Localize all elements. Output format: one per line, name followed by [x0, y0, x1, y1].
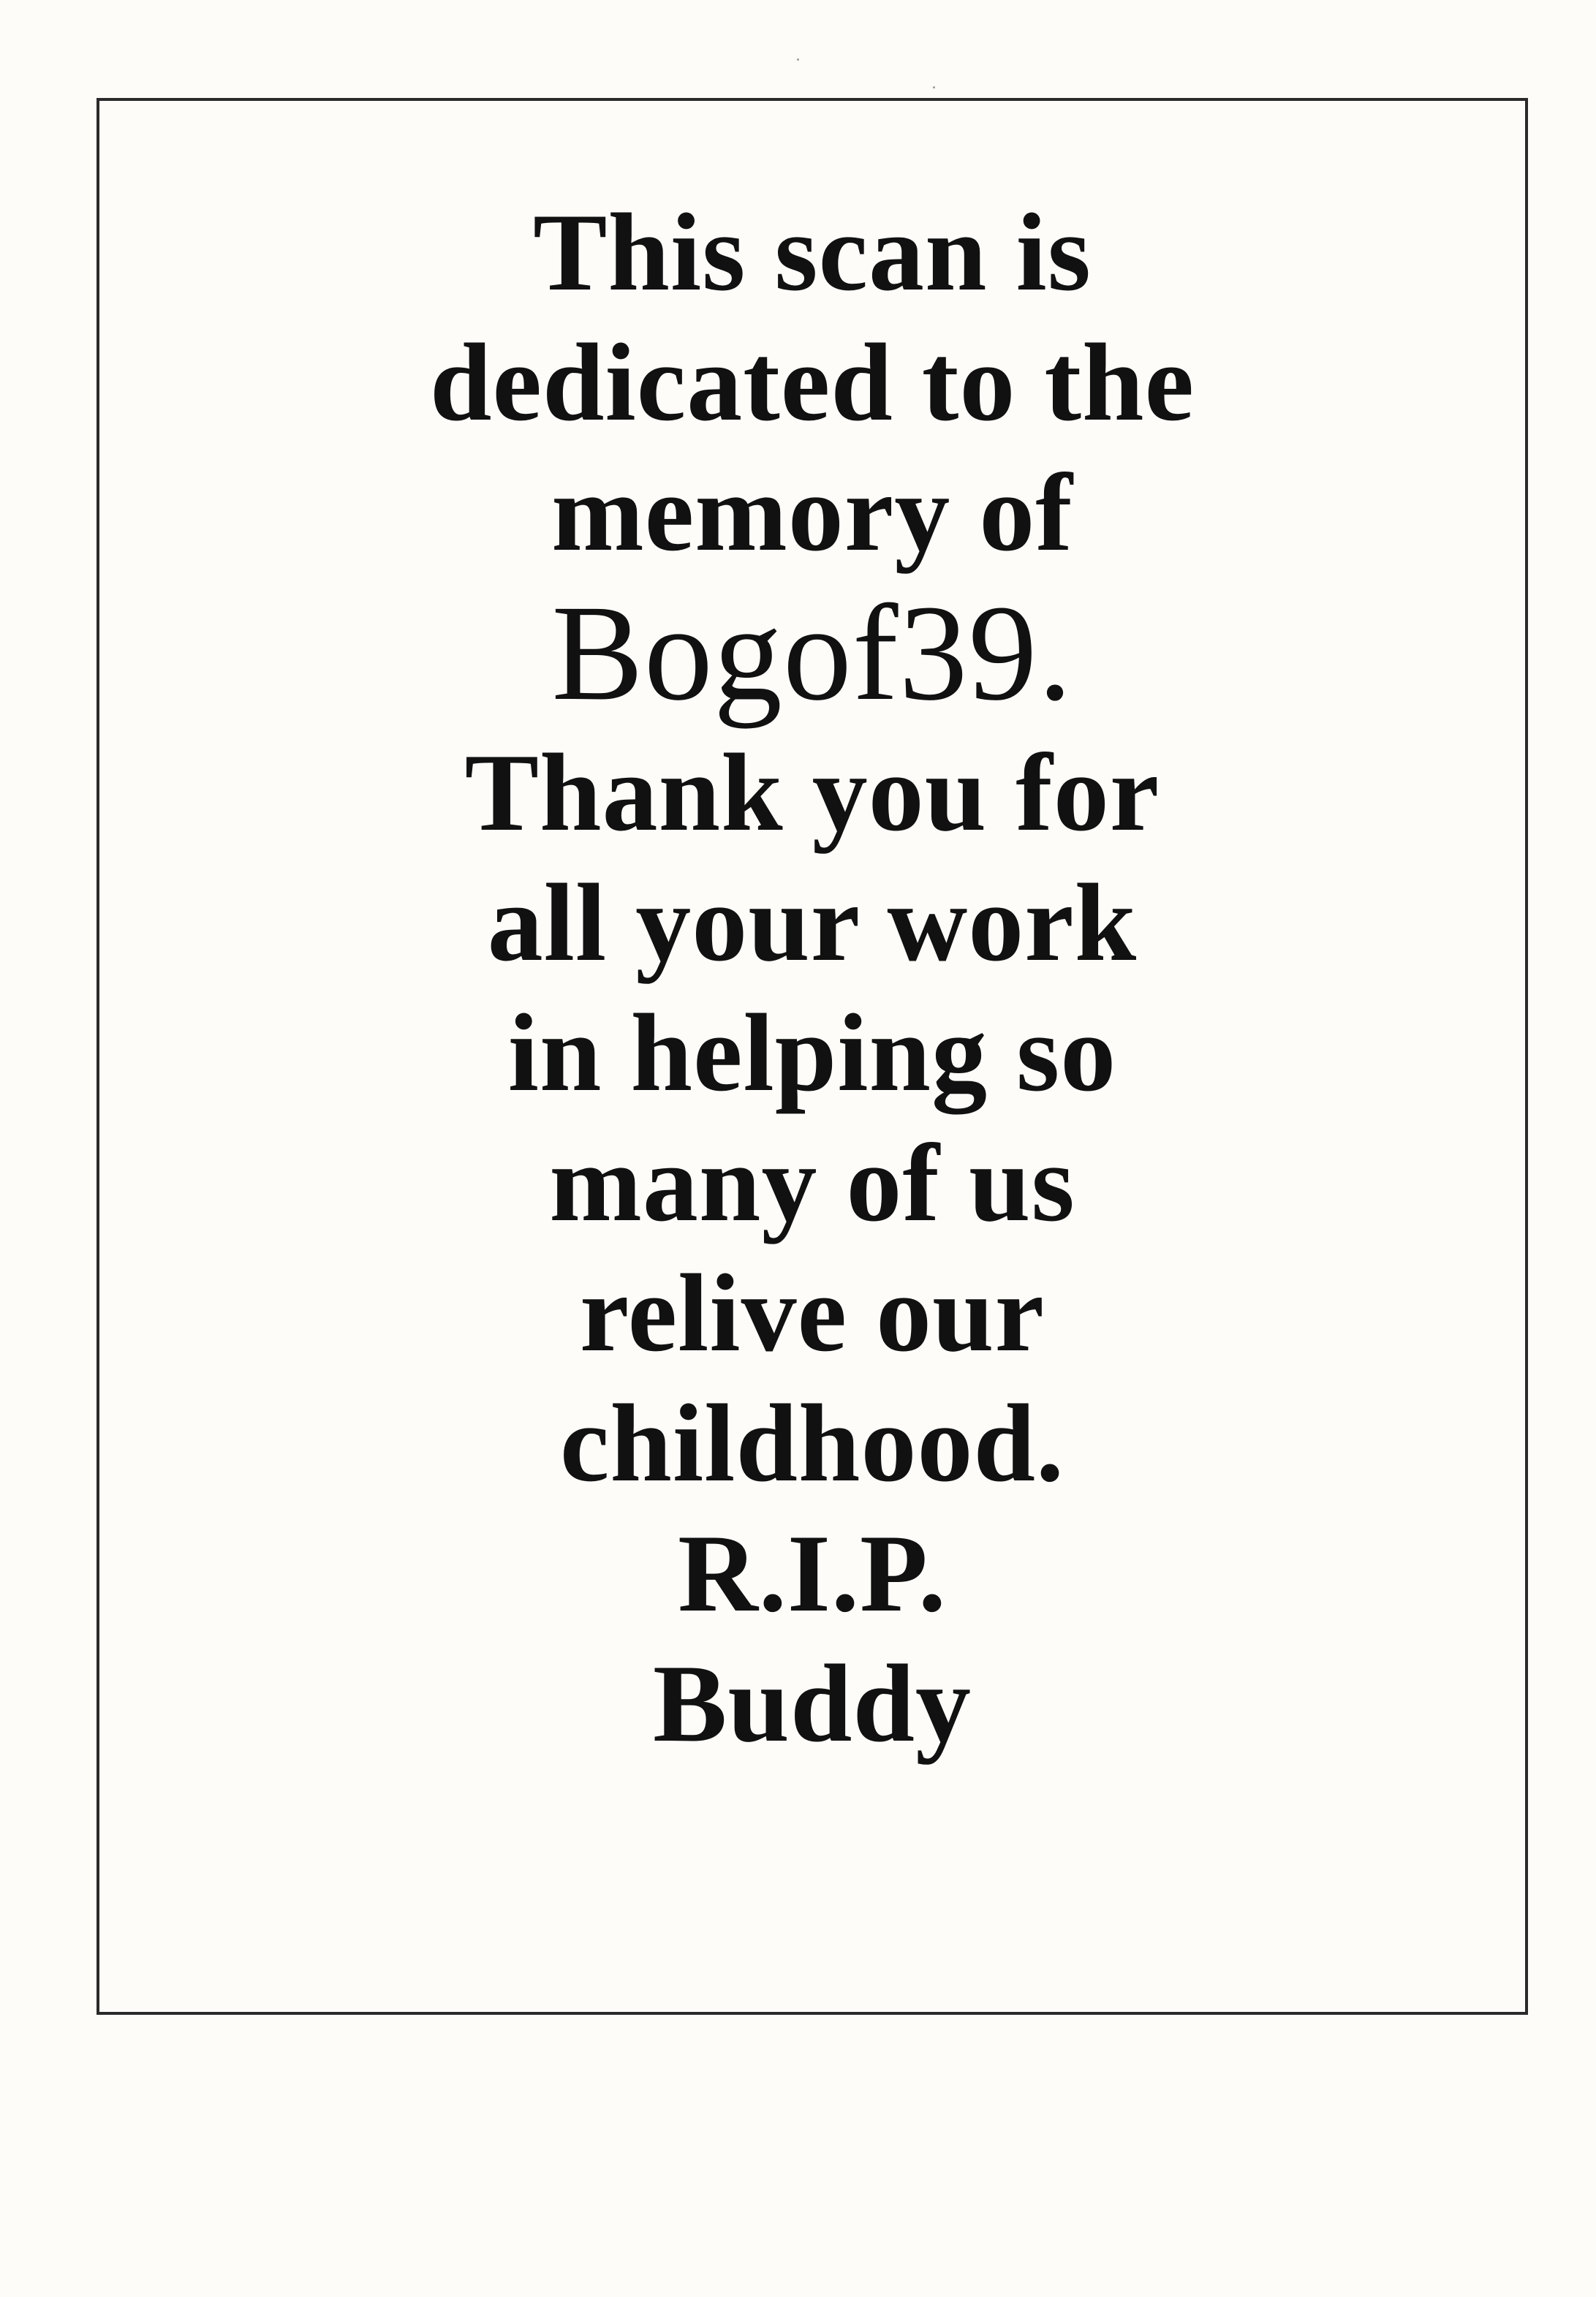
honoree-name: Bogof39.: [551, 576, 1073, 729]
scan-speck: [933, 86, 935, 88]
dedication-line: relive our: [579, 1252, 1045, 1374]
dedication-line: Thank you for: [464, 731, 1160, 854]
dedication-line: R.I.P.: [678, 1512, 947, 1635]
dedication-line: This scan is: [533, 191, 1092, 314]
dedication-line: memory of: [551, 451, 1073, 574]
dedication-line: dedicated to the: [429, 321, 1195, 444]
scan-speck: [797, 58, 799, 61]
dedication-text: [97, 187, 1528, 1768]
dedication-line: many of us: [549, 1121, 1075, 1244]
dedication-line: in helping so: [507, 991, 1117, 1114]
dedication-line: all your work: [487, 861, 1138, 984]
dedication-line: childhood.: [559, 1382, 1065, 1505]
signature-name: Buddy: [653, 1642, 972, 1765]
